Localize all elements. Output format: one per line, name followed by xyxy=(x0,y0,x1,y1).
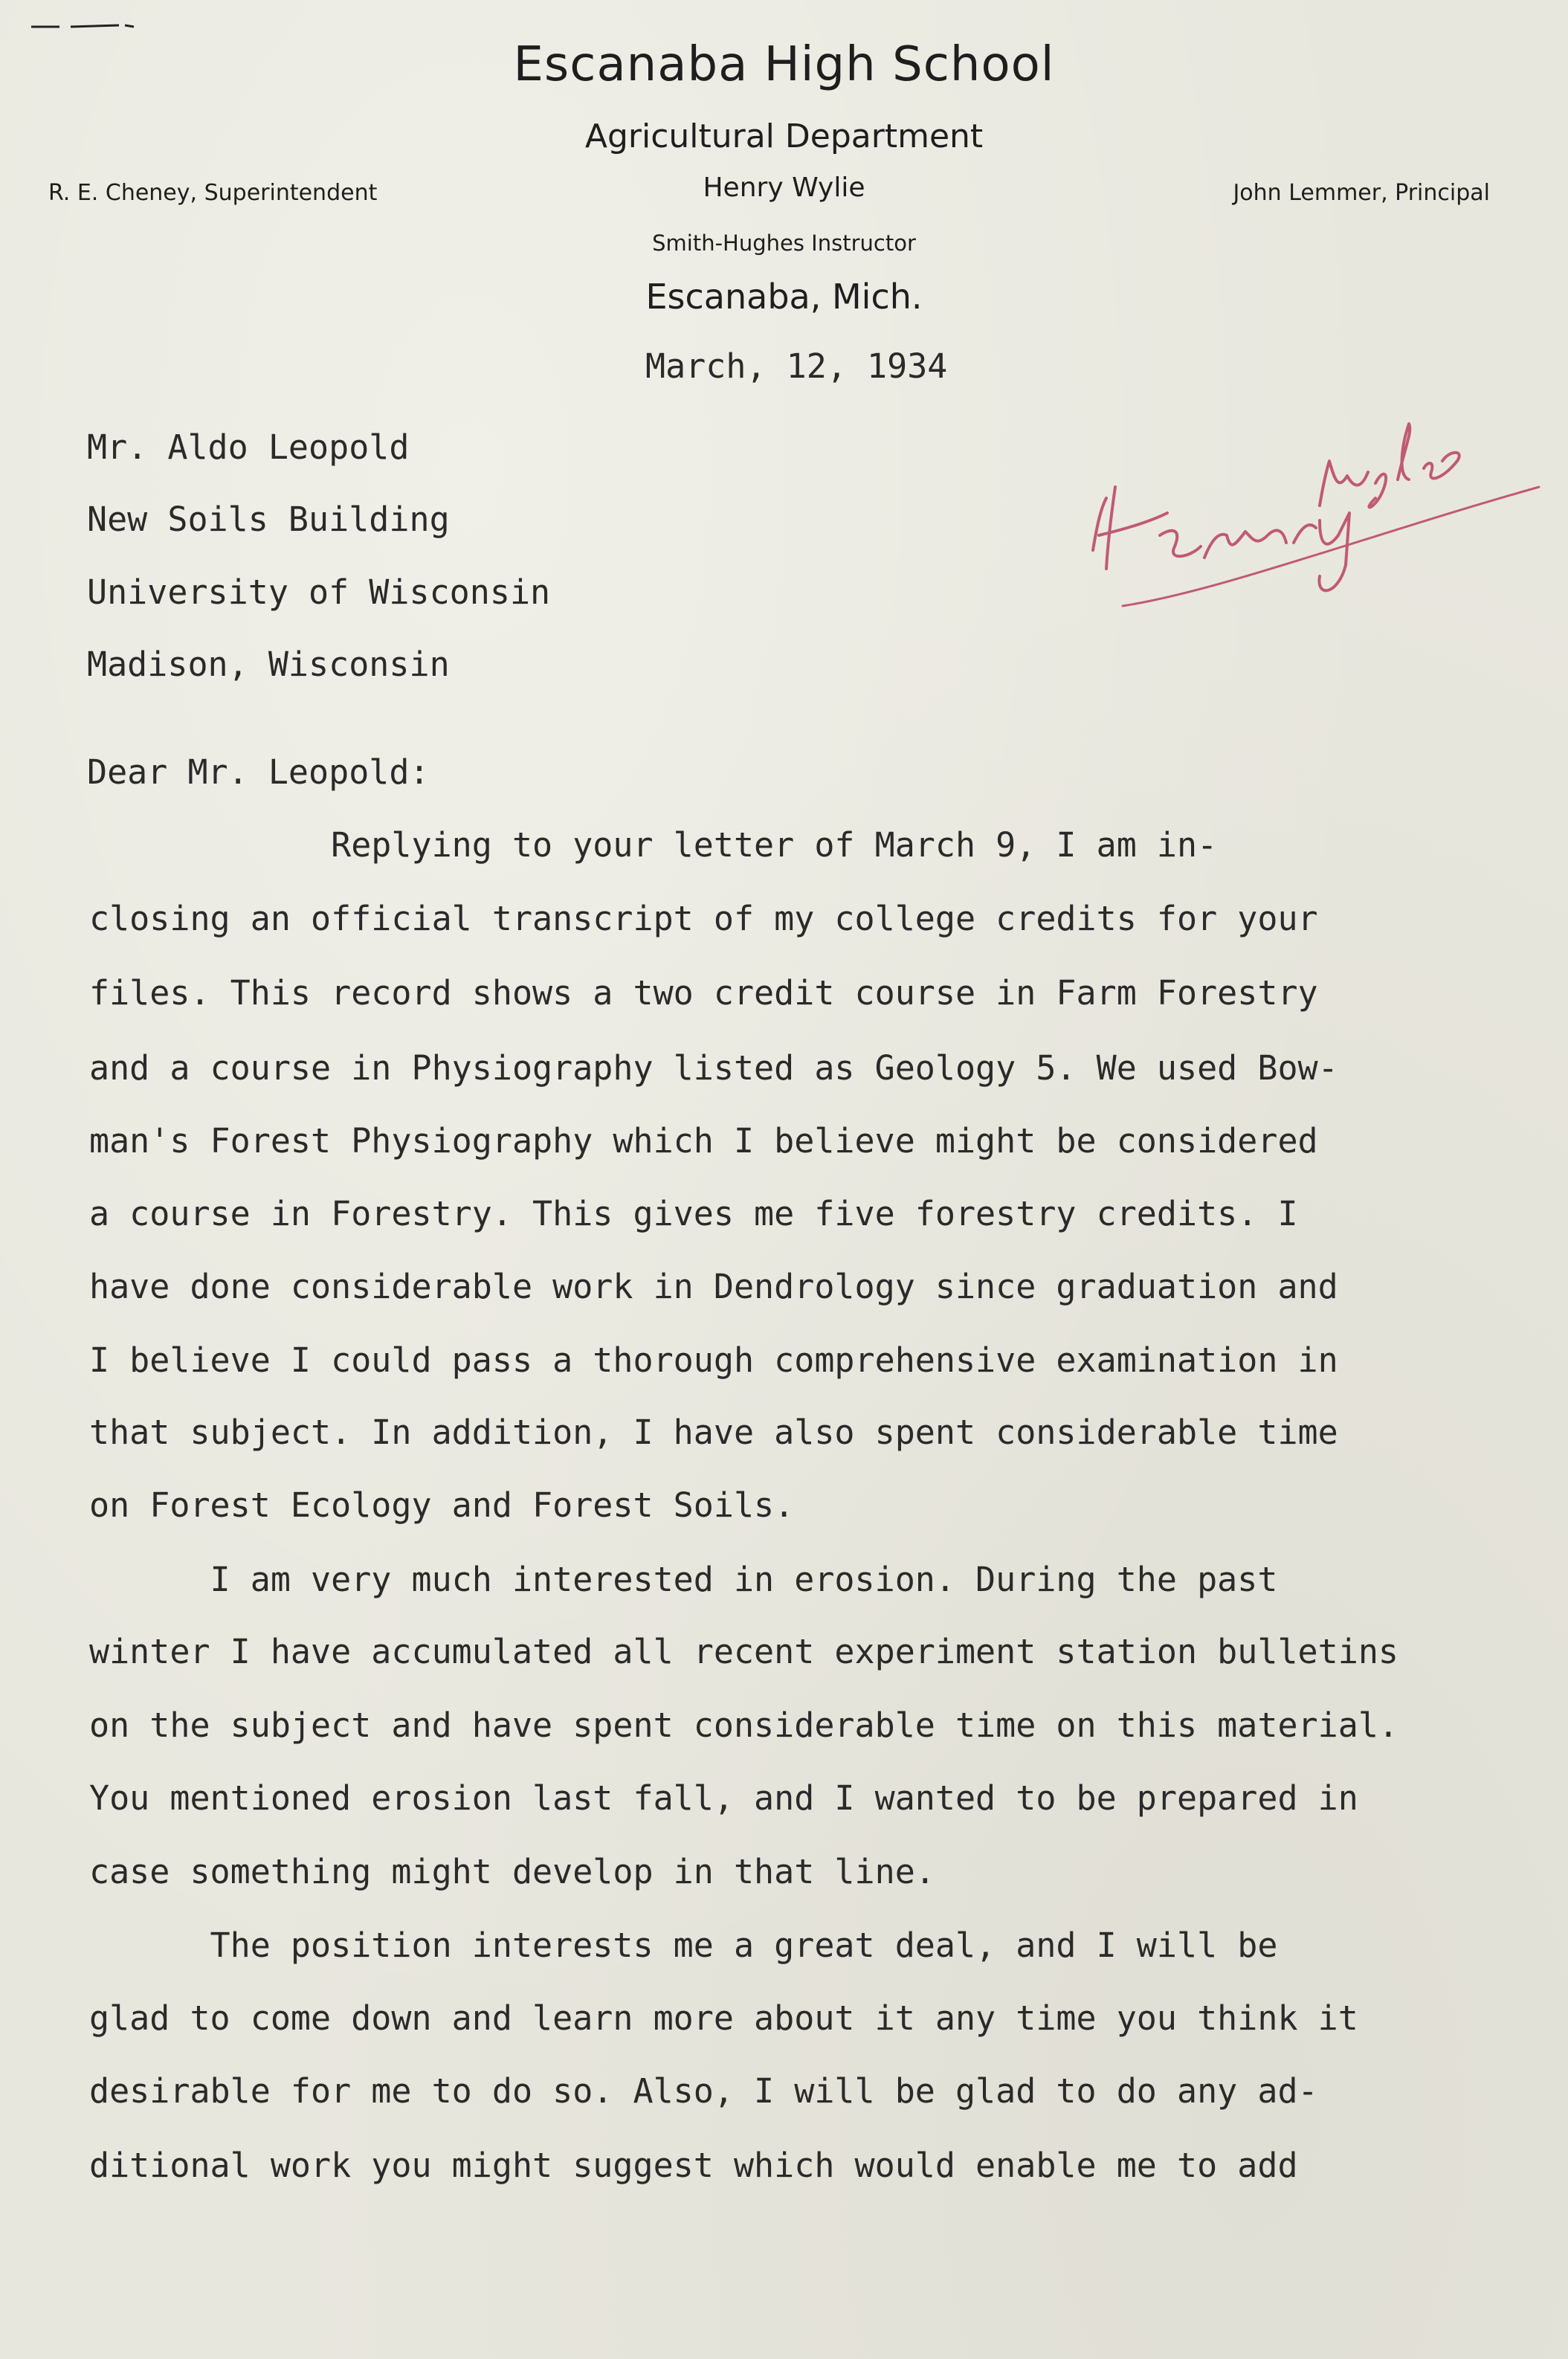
letterhead-superintendent: R. E. Cheney, Superintendent xyxy=(48,180,378,206)
letterhead-school: Escanaba High School xyxy=(513,37,1055,92)
address-line: University of Wisconsin xyxy=(87,572,551,612)
address-line: Mr. Aldo Leopold xyxy=(87,427,410,467)
body-line: on the subject and have spent considerable time on this material. xyxy=(89,1705,1398,1745)
letterhead-instructor-name: Henry Wylie xyxy=(703,172,865,203)
body-line: on Forest Ecology and Forest Soils. xyxy=(89,1485,795,1525)
body-line: that subject. In addition, I have also spent considerable time xyxy=(89,1413,1338,1452)
body-line: and a course in Physiography listed as Geology 5. We used Bow- xyxy=(89,1048,1338,1088)
letterhead-instructor-title: Smith-Hughes Instructor xyxy=(652,230,916,256)
letterhead-city: Escanaba, Mich. xyxy=(645,277,923,317)
letterhead-principal: John Lemmer, Principal xyxy=(1233,180,1490,206)
body-line: You mentioned erosion last fall, and I wanted to be prepared in xyxy=(89,1778,1358,1818)
address-line: Madison, Wisconsin xyxy=(87,645,450,684)
letter-date: March, 12, 1934 xyxy=(645,346,948,386)
body-line: desirable for me to do so. Also, I will be glad to do any ad- xyxy=(89,2071,1318,2111)
body-line: Replying to your letter of March 9, I am in- xyxy=(89,825,1218,865)
corner-ink-mark xyxy=(30,21,141,33)
body-line: ditional work you might suggest which would enable me to add xyxy=(89,2146,1298,2185)
body-line: files. This record shows a two credit course in Farm Forestry xyxy=(89,973,1318,1013)
letterhead-department: Agricultural Department xyxy=(584,117,984,155)
body-line: closing an official transcript of my college credits for your xyxy=(89,899,1318,938)
body-line: glad to come down and learn more about it any time you think it xyxy=(89,1998,1358,2038)
body-line: case something might develop in that line. xyxy=(89,1852,935,1891)
salutation: Dear Mr. Leopold: xyxy=(87,752,430,792)
body-line: man's Forest Physiography which I believe might be considered xyxy=(89,1121,1318,1161)
body-line: have done considerable work in Dendrology since graduation and xyxy=(89,1267,1338,1306)
body-line: winter I have accumulated all recent experiment station bulletins xyxy=(89,1632,1398,1671)
address-line: New Soils Building xyxy=(87,500,450,539)
body-line: I am very much interested in erosion. During the past xyxy=(89,1560,1278,1599)
body-line: I believe I could pass a thorough comprehensive examination in xyxy=(89,1340,1338,1380)
body-line: a course in Forestry. This gives me five forestry credits. I xyxy=(89,1194,1298,1233)
body-line: The position interests me a great deal, and I will be xyxy=(89,1926,1278,1965)
handwritten-annotation xyxy=(1071,416,1554,625)
